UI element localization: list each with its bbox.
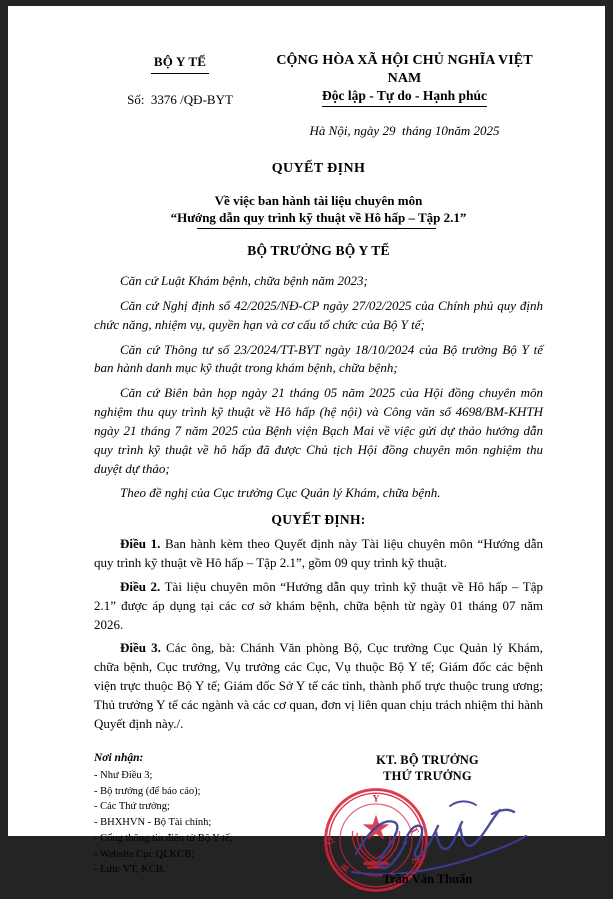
seal-letter: B — [339, 862, 352, 875]
articles-block — [94, 535, 543, 733]
subject-underline — [197, 228, 437, 229]
national-heading-block — [266, 52, 543, 139]
article-item — [94, 639, 543, 733]
signer-title-line1: KT. BỘ TRƯỞNG — [376, 752, 479, 767]
document-header — [94, 52, 543, 139]
preamble-item: Căn cứ Nghị định số 42/2025/NĐ-CP ngày 27/02/2025 của Chính phủ quy định chức năng, nhiệm vụ, quyền hạn và cơ cấu tổ chức của Bộ Y tế; — [94, 297, 543, 332]
issuing-authority: BỘ TRƯỞNG BỘ Y TẾ — [247, 242, 390, 258]
article-text: Tài liệu chuyên môn “Hướng dẫn quy trình kỹ thuật về Hô hấp – Tập 2.1” được áp dụng tại các cơ sở khám bệnh, chữa bệnh từ ngày 01 tháng 07 năm 2026. — [94, 578, 543, 632]
article-item — [94, 578, 543, 635]
seal-and-signature-area — [312, 784, 543, 880]
article-text: Các ông, bà: Chánh Văn phòng Bộ, Cục trưởng Cục Quản lý Khám, chữa bệnh, Cục trưởng, Vụ trưởng các Cục, Vụ thuộc Bộ Y tế; Giám đốc các bệnh viện trực thuộc Bộ Y tế; Giám đốc Sở Y tế các tỉnh, thành phố trực thuộc trung ương; Thủ trưởng Y tế các ngành và các cơ quan, đơn vị liên quan chịu trách nhiệm thi hành Quyết định này./. — [94, 640, 543, 731]
national-motto: Độc lập - Tự do - Hạnh phúc — [322, 88, 487, 107]
decision-subject-line1: Về việc ban hành tài liệu chuyên môn — [214, 192, 423, 208]
seal-letter: T — [407, 825, 421, 837]
signer-title-line2: THỨ TRƯỞNG — [383, 768, 472, 783]
document-body — [8, 6, 605, 887]
signature-block — [312, 750, 543, 888]
recipient-item: - Như Điều 3; — [94, 769, 153, 781]
preamble-item: Căn cứ Thông tư số 23/2024/TT-BYT ngày 18/10/2024 của Bộ trưởng Bộ Y tế ban hành danh mục kỹ thuật trong khám bệnh, chữa bệnh; — [94, 341, 543, 376]
preamble-item: Căn cứ Biên bản họp ngày 21 tháng 05 năm 2025 của Hội đồng chuyên môn nghiệm thu quy trình kỹ thuật về Hô hấp (hệ nội) và Công văn số 4698/BM-KHTH ngày 21 tháng 7 năm 2025 của Bệnh viện Bạch Mai về việc gửi dự thảo hướng dẫn quy trình kỹ thuật về hô hấp đã được Chủ tịch Hội đồng chuyên môn nghiệm thu duyệt dự thảo; — [94, 385, 543, 476]
seal-letter: Ế — [409, 857, 421, 866]
title-block — [94, 161, 543, 259]
recipient-item: - BHXHVN - Bộ Tài chính; — [94, 817, 212, 829]
recipient-item: - Bộ trưởng (để báo cáo); — [94, 785, 201, 797]
recipient-item: - Cổng thông tin điện tử Bộ Y tế; — [94, 832, 233, 844]
recipients-block — [94, 750, 312, 879]
article-item — [94, 535, 543, 573]
national-title: CỘNG HÒA XÃ HỘI CHỦ NGHĨA VIỆT NAM — [276, 53, 533, 86]
article-label: Điều 1. — [120, 536, 161, 552]
article-label: Điều 2. — [120, 578, 161, 594]
decision-label: QUYẾT ĐỊNH: — [271, 512, 366, 528]
document-footer — [94, 750, 543, 888]
recipients-title: Nơi nhận: — [94, 751, 144, 764]
signer-name: Trần Văn Thuấn — [382, 872, 473, 887]
place-date-line: Hà Nội, ngày 29 tháng 10năm 2025 — [309, 122, 500, 138]
document-page — [8, 6, 605, 887]
decision-subject — [94, 192, 543, 227]
recipient-item: - Website Cục QLKCB; — [94, 848, 195, 860]
ministry-underline — [151, 73, 209, 74]
signer-title — [312, 752, 543, 785]
preamble-block — [94, 272, 543, 503]
decision-heading: QUYẾT ĐỊNH — [271, 160, 366, 176]
recipient-item: - Các Thứ trưởng; — [94, 801, 170, 813]
recipient-item: - Lưu: VT, KCB. — [94, 864, 166, 876]
seal-letter: Y — [372, 793, 380, 805]
document-number: Số: 3376 /QĐ-BYT — [127, 92, 233, 107]
ministry-block — [94, 52, 266, 108]
decision-subject-line2: “Hướng dẫn quy trình kỹ thuật về Hô hấp – Tập 2.1” — [170, 210, 467, 226]
seal-letter: Ộ — [324, 836, 337, 847]
recipients-list — [94, 768, 312, 878]
ministry-name: BỘ Y TẾ — [153, 54, 207, 69]
article-text: Ban hành kèm theo Quyết định này Tài liệu chuyên môn “Hướng dẫn quy trình kỹ thuật về Hô hấp – Tập 2.1”, gồm 09 quy trình kỹ thuật. — [94, 536, 543, 571]
preamble-item: Theo đề nghị của Cục trưởng Cục Quản lý Khám, chữa bệnh. — [120, 485, 441, 501]
article-label: Điều 3. — [120, 640, 161, 656]
decision-subject-line2-wrap — [171, 209, 467, 227]
preamble-item: Căn cứ Luật Khám bệnh, chữa bệnh năm 2023; — [120, 272, 368, 288]
